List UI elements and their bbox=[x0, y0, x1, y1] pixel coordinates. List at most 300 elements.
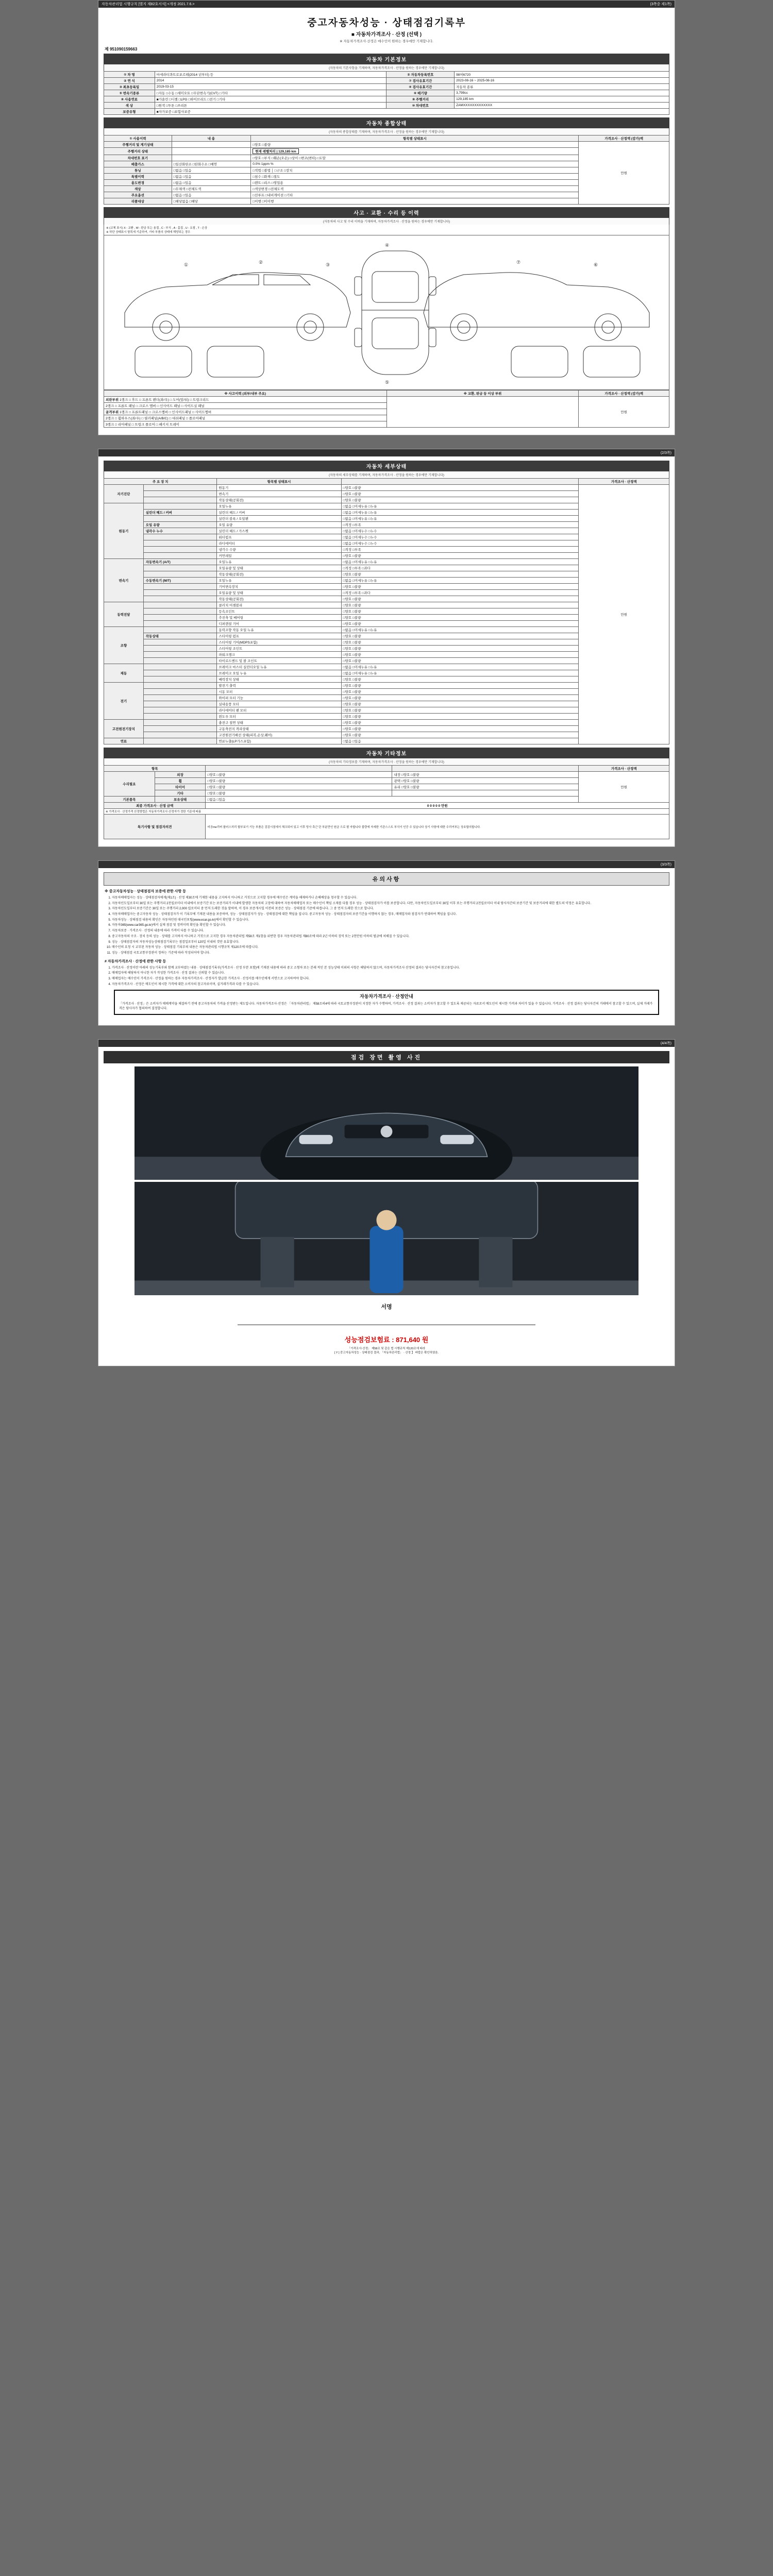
detail-sub-label: 냉각수 누수 bbox=[143, 528, 217, 534]
overall-col1-head: ① 사용이력 bbox=[104, 135, 172, 142]
detail-sub-label bbox=[143, 534, 217, 540]
overall-row-3-c3: 0.0% 1ppm % bbox=[251, 161, 579, 167]
other-row-2-v3[interactable] bbox=[392, 784, 579, 790]
detail-item-state[interactable]: □양호 □불량 bbox=[341, 497, 579, 503]
detail-sub-label bbox=[143, 615, 217, 621]
detail-sub-label bbox=[143, 621, 217, 627]
detail-sub-label bbox=[143, 689, 217, 695]
footer-note-2: [ Y ] 중고자동차성능 · 상태점검 결과, 「자동차관리법」 · 산정 】 바랍은 확인하였음. bbox=[334, 1351, 439, 1354]
detail-sub-label bbox=[143, 590, 217, 596]
detail-item-state[interactable]: □양호 □불량 bbox=[341, 714, 579, 720]
overall-row-5-c3[interactable]: □침수 □화재 □절도 bbox=[251, 174, 579, 180]
other-row-4-v[interactable]: □없음 □있음 bbox=[206, 796, 579, 803]
detail-item-state[interactable]: □양호 □불량 bbox=[341, 602, 579, 608]
detail-sub-label bbox=[143, 726, 217, 732]
detail-item-state[interactable]: □적정 □부족 bbox=[341, 522, 579, 528]
detail-sub-label bbox=[143, 695, 217, 701]
table-row bbox=[104, 485, 669, 491]
table-row bbox=[104, 809, 669, 815]
disp-value: 3,799cc bbox=[455, 90, 669, 96]
other-row-2-v[interactable]: □양호 □불량 bbox=[206, 784, 392, 790]
detail-item-state[interactable]: □적정 □부족 bbox=[341, 547, 579, 553]
notice-head-2: # 자동차가격조사 · 산정에 관한 사항 등 bbox=[105, 959, 166, 963]
document-number: 제 951090159663 bbox=[105, 47, 138, 52]
notice-item: 11. 성능 · 상태점검 국토교통부장관이 정하는 기준에 따라 작성되어야 합니다. bbox=[112, 951, 669, 956]
detail-item-state[interactable]: □양호 □불량 bbox=[341, 676, 579, 683]
section-other-note: (자동차의 기타정보를 기재하며, 자동차가격조사 · 산정을 원하는 경우에만 기재합니다) bbox=[104, 758, 669, 765]
other-row-0-k3: 내장 bbox=[394, 773, 400, 777]
accident-grade-4-v2[interactable]: □ 리어패널 □ 트렁크 플로어 □ 패키지 트레이 bbox=[115, 423, 179, 427]
year-label: ② 연 식 bbox=[104, 78, 155, 84]
detail-item-state[interactable]: □없음 □미세누수 □누수 bbox=[341, 540, 579, 547]
detail-item-state[interactable]: □양호 □불량 bbox=[341, 571, 579, 578]
detail-sub-label bbox=[143, 646, 217, 652]
detail-item-state[interactable]: □양호 □불량 bbox=[341, 608, 579, 615]
detail-item-label: 실린더 헤드 / 가스켓 bbox=[217, 528, 341, 534]
color-value[interactable]: □원색 □투톤 □쓰리톤 bbox=[155, 103, 386, 109]
detail-group-name: 원동기 bbox=[104, 503, 144, 559]
car-name-value: 마세라티콰트로포르테(2014 년부터) 등 bbox=[155, 72, 386, 78]
detail-item-state[interactable]: □양호 □불량 bbox=[341, 621, 579, 627]
detail-item-state[interactable]: □양호 □불량 bbox=[341, 615, 579, 621]
accident-grade-4 bbox=[104, 421, 387, 428]
overall-row-0-c1: 주행거리 및 계기상태 bbox=[104, 142, 172, 148]
special-text[interactable]: 비공me리버 플러스처리 할부보기 기능 부품은 검검시점에서 체크되어 있고 이후 당사 측근 단 부분만인 원금 으로 팔 자합니다 불량에 자세한 기관스스트 부식이 인증 수 있습니다 상기 사항에 대한 수리여부는 상호합의합니다. bbox=[206, 815, 669, 839]
svg-text:⑤: ⑤ bbox=[385, 380, 390, 385]
accident-grade-0-k: 외판부위 bbox=[106, 398, 119, 402]
overall-row-2-c1: 차대번호 표기 bbox=[104, 155, 172, 161]
accident-grade-0-v1: 1랭크 bbox=[119, 398, 128, 402]
first-reg-value: 2019-03-15 bbox=[155, 84, 386, 90]
detail-item-label: 변속기 bbox=[217, 491, 341, 497]
detail-sub-label bbox=[143, 485, 217, 491]
inspection-photo-lift[interactable] bbox=[135, 1182, 638, 1295]
detail-sub-label bbox=[143, 571, 217, 578]
detail-sub-label bbox=[143, 658, 217, 664]
overall-row-9-c1: 리콜대상 bbox=[104, 198, 172, 205]
detail-sub-label bbox=[143, 540, 217, 547]
notice-head-1: ※ 중고자동차성능 · 상태점검자 보증에 관한 사항 등 bbox=[105, 890, 186, 893]
notice-title: 유의사항 bbox=[104, 872, 669, 886]
overall-row-1-c2 bbox=[172, 148, 251, 155]
page-title: 중고자동차성능 · 상태점검기록부 bbox=[307, 18, 466, 28]
detail-group-name: 제동 bbox=[104, 664, 144, 683]
detail-item-label: 라디에이터 팬 모터 bbox=[217, 707, 341, 714]
detail-item-label: 냉각수 수량 bbox=[217, 547, 341, 553]
photo-section-title: 점검 장면 촬영 사진 bbox=[104, 1051, 669, 1063]
detail-sub-label bbox=[143, 701, 217, 707]
detail-item-state[interactable]: □없음 □미세누유 □누유 bbox=[341, 510, 579, 516]
accident-grade-2-v2[interactable]: □ 프론트패널 □ 크로스멤버 □ 인사이드패널 □ 사이드멤버 bbox=[128, 411, 212, 414]
detail-item-label: 배력장치 상태 bbox=[217, 676, 341, 683]
detail-item-label: 오일누유 bbox=[217, 503, 341, 510]
detail-item-state[interactable]: □없음 □있음 bbox=[341, 738, 579, 744]
detail-group-name: 고전원전기장치 bbox=[104, 720, 144, 738]
other-row-2-v3b[interactable]: □양호 □불량 bbox=[401, 786, 419, 789]
accident-grade-1-v2[interactable]: □ 프론트 패널 □ 크로스 멤버 □ 인사이드 패널 □ 사이드실 패널 bbox=[115, 404, 205, 408]
detail-item-label: 워터펌프 bbox=[217, 534, 341, 540]
detail-item-state[interactable]: □양호 □불량 bbox=[341, 726, 579, 732]
topbar-left-text: 자동차관리법 시행규칙 [별지 제82호서식] <개정 2021.7.6.> bbox=[102, 3, 195, 6]
notice-item: 6. 자동차365(www.car365.go.kr)에서 실제 점검 및 정비이력 확인을 확인할 수 있습니다. bbox=[112, 923, 669, 928]
notice-item: 2. 매매업자에 해당하지 아니한 자가 작성한 가격조사 · 산정 결과는 신뢰할 수 있습니다. bbox=[112, 971, 669, 976]
other-row-4-k2: 보유상태 bbox=[155, 796, 206, 803]
detail-item-state[interactable]: □적정 □부족 □과다 bbox=[341, 565, 579, 571]
detail-item-state[interactable]: □양호 □불량 bbox=[341, 720, 579, 726]
detail-item-state[interactable]: □없음 □미세누유 □누유 bbox=[341, 578, 579, 584]
notice-item: 4. 자동차가격조사 · 산정은 매도인이 제시한 가격에 대한 소비자의 참고자료이며, 실거래가격과 다를 수 있습니다. bbox=[112, 982, 669, 987]
detail-item-label: 파워크랭크 bbox=[217, 652, 341, 658]
detail-item-state[interactable]: □양호 □불량 bbox=[341, 596, 579, 602]
detail-sub-label bbox=[143, 584, 217, 590]
overall-row-1-c3 bbox=[251, 148, 579, 155]
other-row-0-v3b[interactable]: □양호 □불량 bbox=[401, 773, 419, 777]
accident-grade-3-v1: 2랭크 bbox=[106, 417, 114, 420]
accident-grade-2-k: 골격부위 bbox=[106, 411, 119, 414]
other-head-3: 가격조사 · 산정액 bbox=[579, 766, 669, 772]
mileage-highlight: 현재 레벨처리 | 129,185 km bbox=[253, 148, 299, 154]
detail-item-label: 라디에이터 bbox=[217, 540, 341, 547]
section-detail-note: (자동차의 세부상태를 기재하며, 자동차가격조사 · 산정을 원하는 경우에만 기재합니다) bbox=[104, 471, 669, 478]
page-3 bbox=[98, 860, 675, 1026]
signature-field[interactable] bbox=[238, 1312, 535, 1325]
svg-text:④: ④ bbox=[385, 243, 390, 248]
page2-topbar-right: (2/3쪽) bbox=[660, 451, 671, 455]
detail-item-label: 고전원전기배선 상태(피복,손상,웨어) bbox=[217, 732, 341, 738]
detail-item-label: 실린더 블록 / 오일팬 bbox=[217, 516, 341, 522]
detail-item-state[interactable]: □없음 □미세누유 □누유 bbox=[341, 664, 579, 670]
accident-grade-2 bbox=[104, 409, 387, 415]
detail-item-label: 브레이크 오일 누유 bbox=[217, 670, 341, 676]
page1-topbar bbox=[98, 1, 675, 8]
detail-group-name: 변속기 bbox=[104, 559, 144, 602]
overall-row-9-c3[interactable]: □이행 □미이행 bbox=[251, 198, 579, 205]
overall-row-2-c3[interactable]: □양호 □부식 □훼손(오손) □상이 □변조(변타) □도말 bbox=[251, 155, 579, 161]
overall-row-4-c2[interactable]: □없음 □있음 bbox=[172, 167, 251, 174]
other-head-2b bbox=[392, 766, 579, 772]
detail-item-label: 작동상태(공회전) bbox=[217, 571, 341, 578]
other-row-1-v3b[interactable]: □양호 □불량 bbox=[401, 779, 419, 783]
detail-item-label: 충전구 절연 상태 bbox=[217, 720, 341, 726]
inspection-photo-front[interactable] bbox=[135, 1066, 638, 1180]
page-4 bbox=[98, 1039, 675, 1366]
overall-col2-head: 내 용 bbox=[172, 135, 251, 142]
other-row-0-k2: 외장 bbox=[155, 772, 206, 778]
detail-item-state[interactable]: □양호 □불량 bbox=[341, 639, 579, 646]
disp-label: ⑥ 배기량 bbox=[386, 90, 455, 96]
detail-group-name: 동력전달 bbox=[104, 602, 144, 627]
detail-sub-label bbox=[143, 497, 217, 503]
detail-item-state[interactable]: □없음 □미세누유 □누유 bbox=[341, 627, 579, 633]
detail-item-state[interactable]: □없음 □미세누유 □누유 bbox=[341, 516, 579, 522]
detail-item-label: 동력조향 작동 오일 누유 bbox=[217, 627, 341, 633]
mileage-value: 129,185 km bbox=[455, 96, 669, 103]
overall-row-7-c3[interactable]: □색상변경 □전체도색 bbox=[251, 186, 579, 192]
detail-item-state[interactable]: □양호 □불량 bbox=[341, 683, 579, 689]
detail-sub-label bbox=[143, 664, 217, 670]
table-row bbox=[104, 803, 669, 809]
detail-item-label: 커먼레일 bbox=[217, 553, 341, 559]
detail-item-state[interactable]: □양호 □불량 bbox=[341, 633, 579, 639]
notice-item: 1. 가격조사 · 산정이란 아래의 성능기록부와 함께 교부하였는 내용 · 상태점검기록부(가격조사 · 산정 부분 포함)에 기재된 내용에 따라 중고 소형차 또는 본래 적인 본 성능상태 이외의 사항은 해당하지 않으며, 자동차가격조사 산정의 결과는 당사자간의 참고용입니다. bbox=[112, 966, 669, 971]
overall-row-5-c1: 특별이력 bbox=[104, 174, 172, 180]
accident-grade-1-v1: 2랭크 bbox=[106, 404, 114, 408]
accident-legend-2: ※ 하단 상태표시 항목에 기준하여, 기타 부품의 상태에 해당되는 경우 bbox=[106, 231, 191, 234]
accident-footer-label: ※ 교환, 판금 등 이상 부위 bbox=[386, 391, 579, 397]
accident-grade-4-v1: 3랭크 bbox=[106, 423, 114, 427]
page-subtitle-note: ※ 자동차가격조사·산정은 매수인이 원하는 경우에만 기재합니다. bbox=[340, 40, 433, 43]
detail-item-label: 스티어링 펌프 bbox=[217, 633, 341, 639]
overall-row-7-c2[interactable]: □무채색 □전체도색 bbox=[172, 186, 251, 192]
price-guide-box bbox=[114, 990, 659, 1015]
detail-sub-label bbox=[143, 639, 217, 646]
body-label: ④ 검사유효기간 bbox=[386, 84, 455, 90]
other-price-value: 만원 bbox=[579, 772, 669, 803]
car-diagram-svg bbox=[104, 235, 669, 389]
accident-price-head: 가격조사 · 산정액 (감가)액 bbox=[579, 391, 669, 397]
overall-row-4-c3[interactable]: □적법 □불법 │ □구조 □장치 bbox=[251, 167, 579, 174]
detail-item-state[interactable]: □없음 □미세누수 □누수 bbox=[341, 528, 579, 534]
detail-item-state[interactable]: □양호 □불량 bbox=[341, 732, 579, 738]
detail-head-3 bbox=[341, 479, 579, 485]
other-row-0-k: 수리필요 bbox=[104, 772, 155, 796]
detail-item-label: 작동상태(공회전) bbox=[217, 497, 341, 503]
detail-sub-label bbox=[143, 738, 217, 744]
detail-item-label: 브레이크 마스터 실린더오일 누유 bbox=[217, 664, 341, 670]
total-value: 0 0 0 0 0 만원 bbox=[206, 803, 669, 809]
fee-label: 성능점검보험료 : bbox=[344, 1335, 394, 1344]
other-row-1-k2: 휠 bbox=[155, 778, 206, 784]
section-accident-note: (자동차의 사고 및 수리 이력을 기재하며, 자동차가격조사 · 산정을 원하는 경우에만 기재합니다) bbox=[104, 218, 669, 225]
detail-item-label: 작동상태(공회전) bbox=[217, 596, 341, 602]
accident-grade-2-v1: 1랭크 bbox=[119, 411, 128, 414]
detail-item-label: 와이퍼 모터 기능 bbox=[217, 695, 341, 701]
detail-sub-label bbox=[143, 608, 217, 615]
notice-item: 1. 자동차매매업자는 성능 · 상태점검자에게(제1조) · 산정 제30조에 기재한 내용을 고지하지 아니하고 거짓으로 고지할 경우에 매수인은 계약을 해제하거나 손해배상을 청구할 수 있습니다. bbox=[112, 896, 669, 901]
warranty-value[interactable]: ■자가보증 □보험사보증 bbox=[155, 109, 669, 115]
detail-head-4: 가격조사 · 산정액 bbox=[579, 479, 669, 485]
detail-item-state[interactable]: □양호 □불량 bbox=[341, 485, 579, 491]
total-label: 최종 가격조사 · 산정 금액 bbox=[104, 803, 206, 809]
mileage-label: ⑨ 주행거리 bbox=[386, 96, 455, 103]
accident-grade-1 bbox=[104, 403, 387, 409]
notice-item: 4. 자동차매매업자는 중고자동차 성능 · 상태점검자가 이 기록부에 기재된 내용을 보증하며, 성능 · 상태점검자가 성능 · 상태점검에 대한 책임을 집니다. 중고자동차 성능 · 상태점검자의 보증기간을 이행하지 않는 경우, 매매업자와 점검자가 연대하여 책임을 집니다. bbox=[112, 912, 669, 917]
detail-item-state[interactable]: □양호 □불량 bbox=[341, 646, 579, 652]
other-row-2-k2: 타이어 bbox=[155, 784, 206, 790]
vin-value: ZAMXXXXXXXXXXXXX bbox=[455, 103, 669, 109]
section-basic-title: 자동차 기본정보 bbox=[104, 54, 669, 64]
accident-price-value: 만원 bbox=[579, 397, 669, 428]
accident-grade-0 bbox=[104, 397, 387, 403]
notice-item: 5. 자동차성능 · 상태점검 내용의 확인은 자동차민원 대국민포털(www.ecar.go.kr)에서 확인할 수 있습니다. bbox=[112, 918, 669, 923]
overall-row-6-c3[interactable]: □렌트 □리스 □영업용 bbox=[251, 180, 579, 186]
detail-item-label: 실린더 헤드 / 커버 bbox=[217, 510, 341, 516]
detail-item-state[interactable]: □양호 □불량 bbox=[341, 553, 579, 559]
detail-sub-label: 오일 유량 bbox=[143, 522, 217, 528]
overall-state-table bbox=[104, 135, 669, 205]
accident-grade-0-v2[interactable]: □ 후드 □ 프론트 펜더(좌/우) □ 도어(앞/뒤) □ 트렁크리드 bbox=[128, 398, 209, 402]
detail-price-value: 만원 bbox=[579, 485, 669, 744]
overall-row-6-c2[interactable]: □없음 □있음 bbox=[172, 180, 251, 186]
detail-sub-label bbox=[143, 707, 217, 714]
notice-item: 9. 성능 · 상태점검자의 자동차성능상태점검기록부는 점검일로부터 120일 이내의 것만 유효합니다. bbox=[112, 940, 669, 945]
detail-item-state[interactable]: □없음 □미세누유 □누유 bbox=[341, 559, 579, 565]
notice-item: 2. 자동차인도일로부터 30일 또는 주행거리 2천킬로미터 이내에서 보증기간 또는 보증거리가 이내에 발생한 자동차의 고장에 대하여 자동차매매업자 또는 매수인이 책임 소재를 다툴 경우 성능 · 상태점검자가 이를 보증합니다. 다만, 자동차인도일로부터 30일 이후 또는 주행거리 2천킬로미터 이내 당사자간의 보증기간 및 보증거리에 대한 별도의 약정은 유효합니다. bbox=[112, 902, 669, 906]
detail-sub-label: 수동변속기 (M/T) bbox=[143, 578, 217, 584]
detail-sub-label bbox=[143, 553, 217, 559]
other-row-3-v3[interactable] bbox=[392, 790, 579, 796]
other-row-1-k3: 광택 bbox=[394, 779, 400, 783]
detail-item-state[interactable]: □양호 □불량 bbox=[341, 652, 579, 658]
other-info-table bbox=[104, 765, 669, 839]
svg-text:③: ③ bbox=[326, 262, 330, 267]
detail-sub-label bbox=[143, 732, 217, 738]
overall-col3-head: 항목별 상태표시 bbox=[251, 135, 579, 142]
overall-row-5-c2[interactable]: □없음 □있음 bbox=[172, 174, 251, 180]
overall-row-2-c2 bbox=[172, 155, 251, 161]
photo-lift-svg bbox=[135, 1182, 638, 1295]
topbar-right-text: (3쪽중 제1쪽) bbox=[650, 3, 671, 6]
detail-sub-label bbox=[143, 491, 217, 497]
section-accident-title: 사고 · 교환 · 수리 등 이력 bbox=[104, 207, 669, 218]
page4-topbar-right: (4/4쪽) bbox=[660, 1041, 671, 1045]
trans-value[interactable]: □자동 □수동 □세미오토 □무단변속기(CVT) □기타 bbox=[155, 90, 386, 96]
page2-topbar bbox=[98, 449, 675, 456]
detail-item-state[interactable]: □없음 □미세누유 □누유 bbox=[341, 503, 579, 510]
detail-sub-label bbox=[143, 627, 217, 633]
detail-item-state[interactable]: □양호 □불량 bbox=[341, 689, 579, 695]
overall-row-8-c2[interactable]: □없음 □있음 bbox=[172, 192, 251, 198]
other-row-4-k: 기본품목 bbox=[104, 796, 155, 803]
overall-row-8-c3[interactable]: □선루프 □내비게이션 □기타 bbox=[251, 192, 579, 198]
accident-remark-cell[interactable] bbox=[386, 397, 579, 428]
svg-text:①: ① bbox=[184, 262, 189, 267]
other-row-0-v3[interactable] bbox=[392, 772, 579, 778]
footer-note-1: 「가격조사·산정」 제58조 및 같은 법 시행규칙 제120조에 따라 bbox=[347, 1347, 426, 1350]
detail-sub-label bbox=[143, 670, 217, 676]
page-2 bbox=[98, 449, 675, 847]
photo-front-svg bbox=[135, 1066, 638, 1180]
detail-item-label: 시동 모터 bbox=[217, 689, 341, 695]
detail-item-state[interactable]: □적정 □부족 □과다 bbox=[341, 590, 579, 596]
other-row-2-k3: 유리 bbox=[394, 786, 400, 789]
detail-item-label: 발전기 출력 bbox=[217, 683, 341, 689]
total-note: ※ 가격조사 · 산정가격 산정방법은 자동차가격조사·산정자가 정한 기준에 따름 bbox=[104, 809, 669, 815]
fee-value: 871,640 원 bbox=[396, 1335, 429, 1344]
price-guide-title: 자동차가격조사 · 산정안내 bbox=[360, 994, 413, 999]
detail-group-name: 조향 bbox=[104, 627, 144, 664]
vin-label: ⑩ 차대번호 bbox=[386, 103, 455, 109]
section-basic-note: (자동차의 기본사항을 기재하며, 자동차가격조사 · 산정을 원하는 경우에만 기재합니다) bbox=[104, 64, 669, 71]
overall-row-8-c1: 주요옵션 bbox=[104, 192, 172, 198]
other-row-0-v[interactable]: □양호 □불량 bbox=[206, 772, 392, 778]
detail-sub-label: 자동변속기 (A/T) bbox=[143, 559, 217, 565]
detail-item-state[interactable]: □양호 □불량 bbox=[341, 584, 579, 590]
page4-topbar bbox=[98, 1040, 675, 1047]
detail-item-label: 연료누출(LP가스포함) bbox=[217, 738, 341, 744]
detail-item-state[interactable]: □양호 □불량 bbox=[341, 707, 579, 714]
fuel-value[interactable]: ■가솔린 □디젤 □LPG □하이브리드 □전기 □기타 bbox=[155, 96, 386, 103]
detail-sub-label bbox=[143, 676, 217, 683]
table-row bbox=[104, 397, 669, 403]
detail-item-label: 기어변속장치 bbox=[217, 584, 341, 590]
special-label: 특기사항 및 점검자의견 bbox=[104, 815, 206, 839]
accident-grade-3-v2[interactable]: □ 휠하우스(좌/우) □ 필러패널(A/B/C) □ 대쉬패널 □ 플로어패널 bbox=[115, 417, 206, 420]
detail-head-2: 항목별 상태표시 bbox=[217, 479, 341, 485]
overall-row-6-c1: 용도변경 bbox=[104, 180, 172, 186]
detail-item-label: 디퍼렌셜 기어 bbox=[217, 621, 341, 627]
accident-parts-table bbox=[104, 390, 669, 428]
overall-row-9-c2[interactable]: □해당없음 □해당 bbox=[172, 198, 251, 205]
warranty-label: 보증유형 bbox=[104, 109, 155, 115]
detail-sub-label bbox=[143, 652, 217, 658]
detail-group-name: 연료 bbox=[104, 738, 144, 744]
svg-text:⑦: ⑦ bbox=[516, 260, 521, 265]
detail-item-label: 오일유량 및 상태 bbox=[217, 590, 341, 596]
detail-item-state[interactable]: □없음 □미세누수 □누수 bbox=[341, 534, 579, 540]
fuel-label: ⑧ 사용연료 bbox=[104, 96, 155, 103]
section-other-title: 자동차 기타정보 bbox=[104, 748, 669, 758]
section-overall-note: (자동차의 종합상태를 기재하며, 자동차가격조사 · 산정을 원하는 경우에만 기재합니다) bbox=[104, 128, 669, 135]
overall-price-cell: 만원 bbox=[579, 142, 669, 205]
detail-item-state[interactable]: □양호 □불량 bbox=[341, 701, 579, 707]
detail-item-state[interactable]: □양호 □불량 bbox=[341, 658, 579, 664]
overall-row-0-c2 bbox=[172, 142, 251, 148]
fee-line bbox=[104, 1330, 669, 1346]
detail-sub-label bbox=[143, 503, 217, 510]
other-head-1: 항목 bbox=[104, 766, 206, 772]
accident-parts-head: ※ 사고이력 (외부/내부 주요) bbox=[104, 391, 387, 397]
reg-no-label: ② 자동차등록번호 bbox=[386, 72, 455, 78]
detail-item-label: 구동축전지 격리상태 bbox=[217, 726, 341, 732]
other-row-1-v3[interactable] bbox=[392, 778, 579, 784]
detail-item-label: 윈도우 모터 bbox=[217, 714, 341, 720]
accident-grade-3 bbox=[104, 415, 387, 421]
insp-valid-label: ⑦ 검사유효기간 bbox=[386, 78, 455, 84]
overall-row-3-c2[interactable]: □일산화탄소 □탄화수소 □매연 bbox=[172, 161, 251, 167]
other-row-1-v[interactable]: □양호 □불량 bbox=[206, 778, 392, 784]
body-value: 자동차 종류 bbox=[455, 84, 669, 90]
other-head-2 bbox=[206, 766, 392, 772]
other-row-3-v[interactable]: □양호 □불량 bbox=[206, 790, 392, 796]
detail-item-state[interactable]: □양호 □불량 bbox=[341, 491, 579, 497]
detail-sub-label bbox=[143, 565, 217, 571]
notice-list-2 bbox=[104, 966, 669, 987]
detail-sub-label: 작동상태 bbox=[143, 633, 217, 639]
notice-item: 3. 매매업자는 매수인이 가격조사 · 산정을 원하는 경우 자동차가격조사 · 산정자가 발급한 가격조사 · 산정서를 매수인에게 서면으로 고지하여야 합니다. bbox=[112, 977, 669, 981]
basic-info-table bbox=[104, 71, 669, 115]
overall-col4-head: 가격조사 · 산정액 (감가)액 bbox=[579, 135, 669, 142]
detail-item-label: 클러치 어셈블리 bbox=[217, 602, 341, 608]
detail-item-state[interactable]: □없음 □미세누유 □누유 bbox=[341, 670, 579, 676]
notice-list-1 bbox=[104, 896, 669, 956]
notice-item: 3. 자동차인도일부터 보증기간은 30일 또는 주행거리 2,000 킬로미터 중 먼저 도래한 것을 말하며, 이 경우 보증개시일 이전의 보증은 성능 · 상태점검 기준에 따릅니다. 그 중 먼저 도래한 것으로 합니다. bbox=[112, 907, 669, 911]
detail-item-label: 추진축 및 베어링 bbox=[217, 615, 341, 621]
signature-label: 서명 bbox=[381, 1303, 392, 1310]
detail-item-label: 오일 유량 bbox=[217, 522, 341, 528]
section-detail-title: 자동차 세부상태 bbox=[104, 461, 669, 471]
overall-row-7-c1: 색상 bbox=[104, 186, 172, 192]
trans-label: ⑤ 변속기종류 bbox=[104, 90, 155, 96]
detail-item-label: 오일유량 및 상태 bbox=[217, 565, 341, 571]
detail-item-label: 오일누유 bbox=[217, 578, 341, 584]
detail-item-state[interactable]: □양호 □불량 bbox=[341, 695, 579, 701]
notice-item: 10. 매수인의 요청 시 교부된 자동차 성능 · 상태점검 기록부의 내용은 자동차관리법 시행규칙 제120조에 따릅니다. bbox=[112, 945, 669, 950]
overall-row-0-c3[interactable]: □양호 □불량 bbox=[251, 142, 579, 148]
insp-valid-value: 2023-08-16 ~ 2025-08-16 bbox=[455, 78, 669, 84]
year-value: 2014 bbox=[155, 78, 386, 84]
car-damage-diagram[interactable] bbox=[104, 235, 669, 390]
